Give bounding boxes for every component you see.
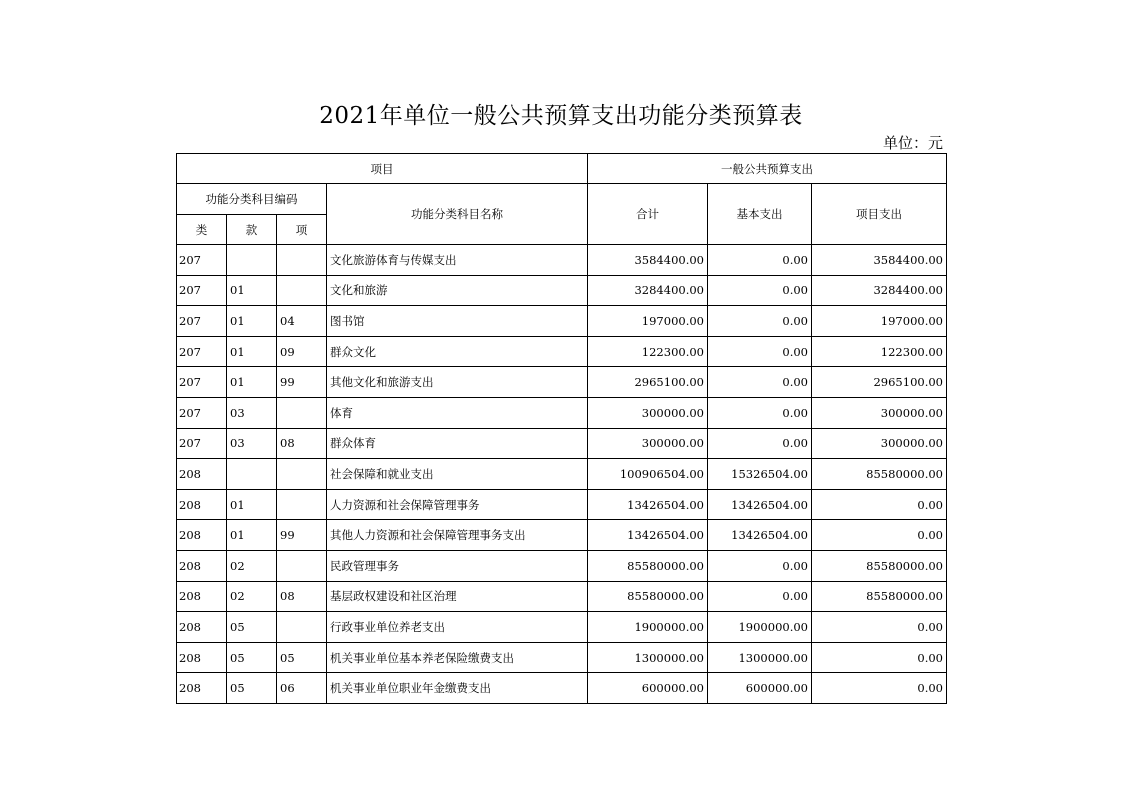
cell-basic: 0.00 — [708, 245, 812, 276]
cell-basic: 0.00 — [708, 275, 812, 306]
header-total: 合计 — [588, 184, 708, 245]
cell-total: 3284400.00 — [588, 275, 708, 306]
table-row — [177, 245, 947, 276]
budget-table — [176, 153, 947, 704]
cell-lei: 207 — [177, 275, 227, 306]
table-row — [177, 642, 947, 673]
cell-total: 1300000.00 — [588, 642, 708, 673]
cell-project: 85580000.00 — [812, 550, 947, 581]
cell-xiang: 99 — [277, 367, 327, 398]
cell-name: 机关事业单位基本养老保险缴费支出 — [327, 642, 588, 673]
cell-kuan: 03 — [227, 428, 277, 459]
cell-project: 197000.00 — [812, 306, 947, 337]
header-name: 功能分类科目名称 — [327, 184, 588, 245]
table-row — [177, 459, 947, 490]
table-row — [177, 428, 947, 459]
cell-name: 基层政权建设和社区治理 — [327, 581, 588, 612]
cell-total: 85580000.00 — [588, 550, 708, 581]
cell-total: 100906504.00 — [588, 459, 708, 490]
page-title: 2021年单位一般公共预算支出功能分类预算表 — [319, 103, 803, 129]
cell-xiang — [277, 489, 327, 520]
cell-lei: 208 — [177, 581, 227, 612]
cell-kuan: 01 — [227, 520, 277, 551]
cell-xiang: 09 — [277, 336, 327, 367]
cell-basic: 0.00 — [708, 397, 812, 428]
cell-name: 其他人力资源和社会保障管理事务支出 — [327, 520, 588, 551]
cell-kuan: 01 — [227, 306, 277, 337]
cell-lei: 207 — [177, 245, 227, 276]
cell-xiang: 08 — [277, 428, 327, 459]
cell-xiang — [277, 397, 327, 428]
cell-project: 3284400.00 — [812, 275, 947, 306]
cell-lei: 208 — [177, 459, 227, 490]
cell-lei: 208 — [177, 673, 227, 704]
cell-name: 文化旅游体育与传媒支出 — [327, 245, 588, 276]
header-code-group: 功能分类科目编码 — [177, 184, 327, 215]
header-general-budget: 一般公共预算支出 — [588, 154, 947, 184]
cell-project: 0.00 — [812, 612, 947, 643]
cell-name: 民政管理事务 — [327, 550, 588, 581]
cell-total: 1900000.00 — [588, 612, 708, 643]
cell-total: 85580000.00 — [588, 581, 708, 612]
cell-basic: 0.00 — [708, 306, 812, 337]
cell-xiang: 99 — [277, 520, 327, 551]
cell-kuan: 01 — [227, 367, 277, 398]
header-project: 项目 — [177, 154, 588, 184]
cell-xiang — [277, 550, 327, 581]
cell-project: 0.00 — [812, 673, 947, 704]
cell-project: 85580000.00 — [812, 581, 947, 612]
cell-xiang — [277, 612, 327, 643]
cell-total: 2965100.00 — [588, 367, 708, 398]
cell-kuan — [227, 245, 277, 276]
cell-project: 300000.00 — [812, 428, 947, 459]
cell-xiang — [277, 459, 327, 490]
table-row — [177, 489, 947, 520]
cell-xiang — [277, 275, 327, 306]
cell-xiang: 08 — [277, 581, 327, 612]
cell-lei: 207 — [177, 306, 227, 337]
cell-kuan: 01 — [227, 336, 277, 367]
cell-name: 文化和旅游 — [327, 275, 588, 306]
table-row — [177, 550, 947, 581]
table-row — [177, 275, 947, 306]
cell-basic: 600000.00 — [708, 673, 812, 704]
cell-basic: 0.00 — [708, 367, 812, 398]
cell-name: 群众文化 — [327, 336, 588, 367]
cell-lei: 207 — [177, 367, 227, 398]
cell-project: 3584400.00 — [812, 245, 947, 276]
cell-xiang: 05 — [277, 642, 327, 673]
cell-xiang — [277, 245, 327, 276]
cell-project: 122300.00 — [812, 336, 947, 367]
table-row — [177, 581, 947, 612]
table-row — [177, 520, 947, 551]
cell-lei: 208 — [177, 520, 227, 551]
header-project-expense: 项目支出 — [812, 184, 947, 245]
cell-name: 人力资源和社会保障管理事务 — [327, 489, 588, 520]
header-row-2 — [177, 184, 947, 215]
cell-basic: 0.00 — [708, 550, 812, 581]
cell-basic: 1300000.00 — [708, 642, 812, 673]
cell-kuan: 05 — [227, 642, 277, 673]
cell-lei: 207 — [177, 336, 227, 367]
cell-kuan: 03 — [227, 397, 277, 428]
cell-lei: 207 — [177, 428, 227, 459]
cell-kuan: 01 — [227, 489, 277, 520]
cell-xiang: 04 — [277, 306, 327, 337]
cell-name: 社会保障和就业支出 — [327, 459, 588, 490]
header-basic: 基本支出 — [708, 184, 812, 245]
table-row — [177, 367, 947, 398]
cell-lei: 207 — [177, 397, 227, 428]
cell-name: 体育 — [327, 397, 588, 428]
cell-lei: 208 — [177, 550, 227, 581]
cell-basic: 13426504.00 — [708, 520, 812, 551]
cell-basic: 13426504.00 — [708, 489, 812, 520]
cell-total: 600000.00 — [588, 673, 708, 704]
cell-total: 300000.00 — [588, 397, 708, 428]
header-row-1 — [177, 154, 947, 184]
header-lei: 类 — [177, 215, 227, 245]
cell-project: 0.00 — [812, 489, 947, 520]
cell-lei: 208 — [177, 489, 227, 520]
table-row — [177, 673, 947, 704]
table-row — [177, 336, 947, 367]
table-row — [177, 306, 947, 337]
header-xiang: 项 — [277, 215, 327, 245]
cell-name: 机关事业单位职业年金缴费支出 — [327, 673, 588, 704]
cell-basic: 0.00 — [708, 336, 812, 367]
cell-kuan: 05 — [227, 612, 277, 643]
cell-kuan: 02 — [227, 581, 277, 612]
cell-total: 13426504.00 — [588, 520, 708, 551]
cell-kuan — [227, 459, 277, 490]
unit-label: 单位：元 — [882, 134, 943, 152]
cell-kuan: 05 — [227, 673, 277, 704]
cell-total: 122300.00 — [588, 336, 708, 367]
cell-total: 300000.00 — [588, 428, 708, 459]
cell-project: 2965100.00 — [812, 367, 947, 398]
cell-total: 3584400.00 — [588, 245, 708, 276]
cell-kuan: 01 — [227, 275, 277, 306]
cell-project: 0.00 — [812, 642, 947, 673]
cell-project: 85580000.00 — [812, 459, 947, 490]
cell-project: 300000.00 — [812, 397, 947, 428]
cell-total: 13426504.00 — [588, 489, 708, 520]
cell-xiang: 06 — [277, 673, 327, 704]
cell-total: 197000.00 — [588, 306, 708, 337]
table-row — [177, 612, 947, 643]
table-row — [177, 397, 947, 428]
cell-basic: 0.00 — [708, 428, 812, 459]
cell-lei: 208 — [177, 612, 227, 643]
cell-name: 行政事业单位养老支出 — [327, 612, 588, 643]
cell-project: 0.00 — [812, 520, 947, 551]
header-kuan: 款 — [227, 215, 277, 245]
cell-lei: 208 — [177, 642, 227, 673]
cell-kuan: 02 — [227, 550, 277, 581]
cell-name: 群众体育 — [327, 428, 588, 459]
cell-name: 图书馆 — [327, 306, 588, 337]
cell-basic: 0.00 — [708, 581, 812, 612]
cell-basic: 1900000.00 — [708, 612, 812, 643]
cell-name: 其他文化和旅游支出 — [327, 367, 588, 398]
cell-basic: 15326504.00 — [708, 459, 812, 490]
